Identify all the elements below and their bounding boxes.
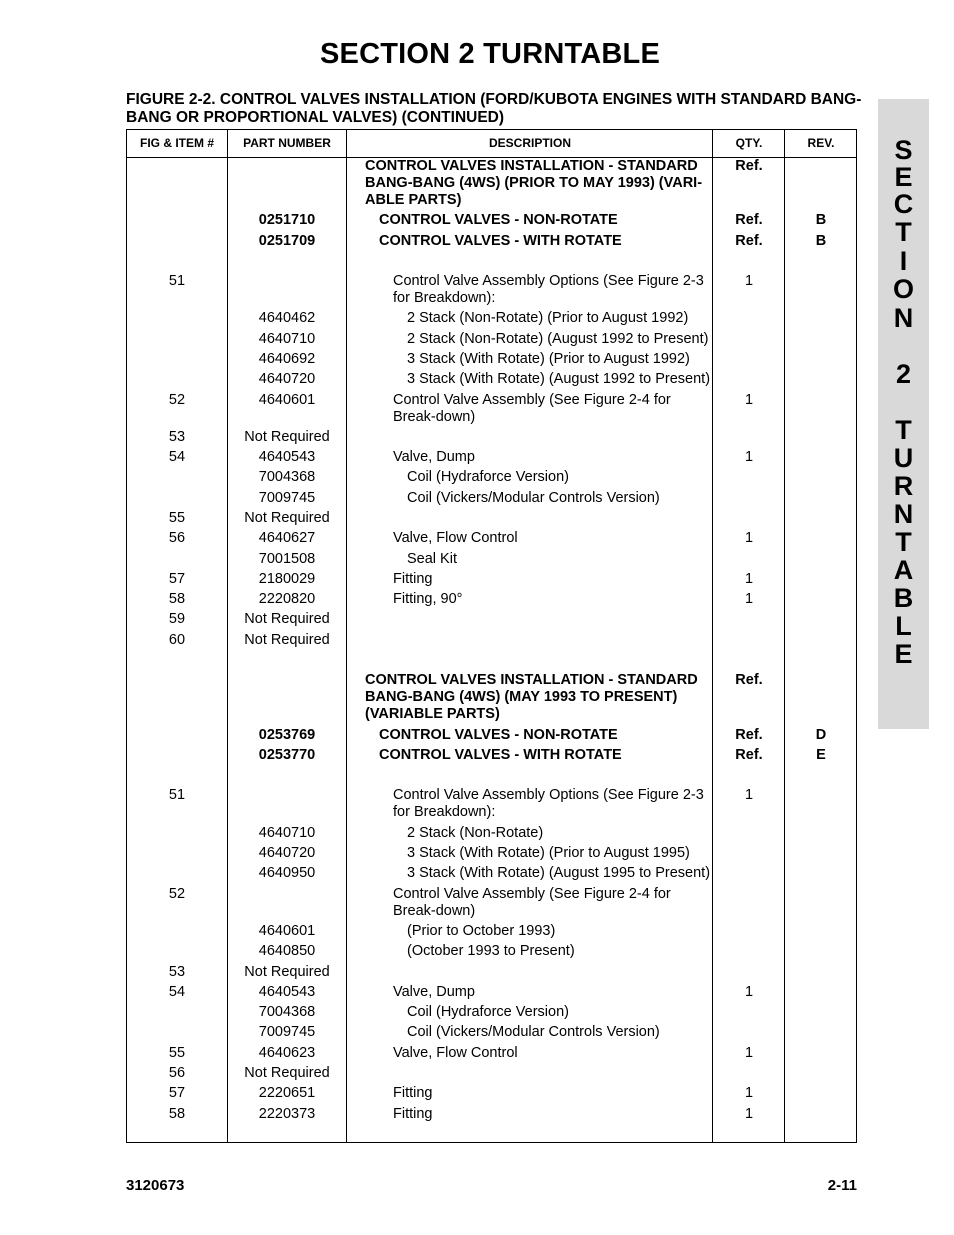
part-number: Not Required: [244, 611, 330, 627]
quantity: 1: [744, 984, 754, 1000]
quantity: 1: [744, 449, 754, 465]
part-number: 4640601: [258, 923, 316, 939]
quantity: 1: [744, 787, 754, 803]
part-description: Valve, Flow Control: [393, 1045, 518, 1061]
fig-item-number: 60: [168, 632, 186, 648]
quantity: Ref.: [735, 212, 763, 228]
part-description: CONTROL VALVES - NON-ROTATE: [379, 727, 618, 743]
quantity: Ref.: [735, 747, 763, 763]
part-number: 0251710: [258, 212, 316, 228]
part-number: 4640720: [258, 371, 316, 387]
fig-item-number: 52: [168, 886, 186, 902]
quantity: 1: [744, 1106, 754, 1122]
part-description: Fitting, 90°: [393, 591, 463, 607]
parts-table: [126, 129, 857, 1143]
column-header-fig-item: FIG & ITEM #: [139, 136, 214, 150]
fig-item-number: 54: [168, 449, 186, 465]
fig-item-number: 58: [168, 591, 186, 607]
fig-item-number: 57: [168, 571, 186, 587]
side-tab-letter: U: [893, 443, 914, 473]
part-description: CONTROL VALVES INSTALLATION - STANDARD BANG-BANG (4WS) (PRIOR TO MAY 1993) (VARI-ABLE PARTS): [365, 158, 703, 208]
quantity: 1: [744, 1045, 754, 1061]
part-description: 3 Stack (With Rotate) (August 1995 to Present): [407, 865, 711, 881]
quantity: Ref.: [735, 158, 763, 174]
part-description: Fitting: [393, 571, 433, 587]
part-number: 4640710: [258, 331, 316, 347]
side-tab-letter: R: [893, 471, 914, 501]
column-header-description: DESCRIPTION: [488, 136, 571, 150]
quantity: 1: [744, 591, 754, 607]
side-tab-letter: E: [894, 162, 913, 192]
side-tab-letter: T: [895, 415, 912, 445]
quantity: 1: [744, 273, 754, 289]
page-number: 2-11: [827, 1177, 857, 1194]
side-tab-letter: T: [895, 217, 912, 247]
side-tab-letter: B: [893, 583, 914, 613]
fig-item-number: 56: [168, 530, 186, 546]
document-number: 3120673: [126, 1177, 185, 1194]
fig-item-number: 52: [168, 392, 186, 408]
part-number: 7004368: [258, 469, 316, 485]
side-tab-letter: T: [895, 527, 912, 557]
quantity: 1: [744, 571, 754, 587]
part-description: (October 1993 to Present): [407, 943, 575, 959]
part-number: Not Required: [244, 1065, 330, 1081]
revision: B: [815, 233, 827, 249]
quantity: 1: [744, 1085, 754, 1101]
side-tab-letter: A: [893, 555, 914, 585]
part-description: Control Valve Assembly (See Figure 2-4 for Break-down): [393, 392, 671, 425]
part-number: 2220820: [258, 591, 316, 607]
quantity: Ref.: [735, 233, 763, 249]
part-number: 4640543: [258, 449, 316, 465]
part-description: 2 Stack (Non-Rotate) (August 1992 to Present): [407, 331, 709, 347]
quantity: 1: [744, 530, 754, 546]
part-number: 0251709: [258, 233, 316, 249]
side-tab-letter: E: [894, 639, 913, 669]
part-number: 4640627: [258, 530, 316, 546]
fig-item-number: 55: [168, 1045, 186, 1061]
part-number: 4640462: [258, 310, 316, 326]
part-description: Fitting: [393, 1085, 433, 1101]
part-description: Coil (Vickers/Modular Controls Version): [407, 490, 660, 506]
side-tab-letter: S: [894, 135, 913, 165]
part-description: Control Valve Assembly Options (See Figure 2-3 for Breakdown):: [393, 787, 704, 820]
fig-item-number: 57: [168, 1085, 186, 1101]
part-number: 0253769: [258, 727, 316, 743]
part-number: 2220373: [258, 1106, 316, 1122]
part-description: CONTROL VALVES - NON-ROTATE: [379, 212, 618, 228]
fig-item-number: 51: [168, 787, 186, 803]
column-header-part-number: PART NUMBER: [243, 136, 331, 150]
part-number: 2220651: [258, 1085, 316, 1101]
part-description: Valve, Dump: [393, 449, 475, 465]
quantity: Ref.: [735, 727, 763, 743]
side-tab-letter: L: [895, 611, 912, 641]
part-number: 7004368: [258, 1004, 316, 1020]
part-number: 4640543: [258, 984, 316, 1000]
part-number: Not Required: [244, 964, 330, 980]
fig-item-number: 59: [168, 611, 186, 627]
part-description: 2 Stack (Non-Rotate) (Prior to August 1992): [407, 310, 689, 326]
side-tab-letter: 2: [895, 359, 912, 389]
part-description: (Prior to October 1993): [407, 923, 556, 939]
part-number: 7009745: [258, 1024, 316, 1040]
part-description: 3 Stack (With Rotate) (Prior to August 1995): [407, 845, 690, 861]
part-description: Valve, Dump: [393, 984, 475, 1000]
part-number: 4640950: [258, 865, 316, 881]
side-tab-letter: N: [893, 499, 914, 529]
part-number: 7001508: [258, 551, 316, 567]
part-number: Not Required: [244, 429, 330, 445]
section-side-tab: [878, 99, 929, 729]
part-description: 3 Stack (With Rotate) (August 1992 to Present): [407, 371, 711, 387]
revision: B: [815, 212, 827, 228]
revision: E: [816, 747, 826, 763]
part-number: 4640720: [258, 845, 316, 861]
part-number: 4640850: [258, 943, 316, 959]
part-description: CONTROL VALVES - WITH ROTATE: [379, 747, 622, 763]
figure-title: FIGURE 2-2. CONTROL VALVES INSTALLATION (FORD/KUBOTA ENGINES WITH STANDARD BANG-BANG OR PROPORTIONAL VALVES) (CONTINUED): [126, 91, 862, 126]
side-tab-letter: N: [893, 303, 914, 333]
part-number: 2180029: [258, 571, 316, 587]
part-description: CONTROL VALVES INSTALLATION - STANDARD BANG-BANG (4WS) (MAY 1993 TO PRESENT) (VARIABLE PARTS): [365, 672, 698, 722]
part-number: 4640692: [258, 351, 316, 367]
fig-item-number: 51: [168, 273, 186, 289]
side-tab-letter: O: [892, 274, 914, 304]
quantity: 1: [744, 392, 754, 408]
part-description: Coil (Vickers/Modular Controls Version): [407, 1024, 660, 1040]
part-description: CONTROL VALVES - WITH ROTATE: [379, 233, 622, 249]
part-number: 4640601: [258, 392, 316, 408]
part-number: Not Required: [244, 632, 330, 648]
part-number: 4640710: [258, 825, 316, 841]
table-header: [127, 130, 856, 158]
part-number: 0253770: [258, 747, 316, 763]
part-description: 2 Stack (Non-Rotate): [407, 825, 544, 841]
column-header-rev: REV.: [807, 136, 835, 150]
part-number: Not Required: [244, 510, 330, 526]
column-header-qty: QTY.: [735, 136, 763, 150]
part-description: Control Valve Assembly Options (See Figure 2-3 for Breakdown):: [393, 273, 704, 306]
fig-item-number: 53: [168, 429, 186, 445]
revision: D: [815, 727, 827, 743]
side-tab-letter: I: [899, 246, 908, 276]
fig-item-number: 54: [168, 984, 186, 1000]
fig-item-number: 53: [168, 964, 186, 980]
part-description: Fitting: [393, 1106, 433, 1122]
section-title: SECTION 2 TURNTABLE: [320, 38, 660, 70]
part-description: Seal Kit: [407, 551, 457, 567]
part-description: Coil (Hydraforce Version): [407, 1004, 569, 1020]
part-number: 4640623: [258, 1045, 316, 1061]
part-description: Valve, Flow Control: [393, 530, 518, 546]
fig-item-number: 55: [168, 510, 186, 526]
part-description: Coil (Hydraforce Version): [407, 469, 569, 485]
part-description: 3 Stack (With Rotate) (Prior to August 1992): [407, 351, 690, 367]
fig-item-number: 58: [168, 1106, 186, 1122]
part-description: Control Valve Assembly (See Figure 2-4 for Break-down): [393, 886, 671, 919]
fig-item-number: 56: [168, 1065, 186, 1081]
quantity: Ref.: [735, 672, 763, 688]
side-tab-letter: C: [893, 189, 914, 219]
part-number: 7009745: [258, 490, 316, 506]
